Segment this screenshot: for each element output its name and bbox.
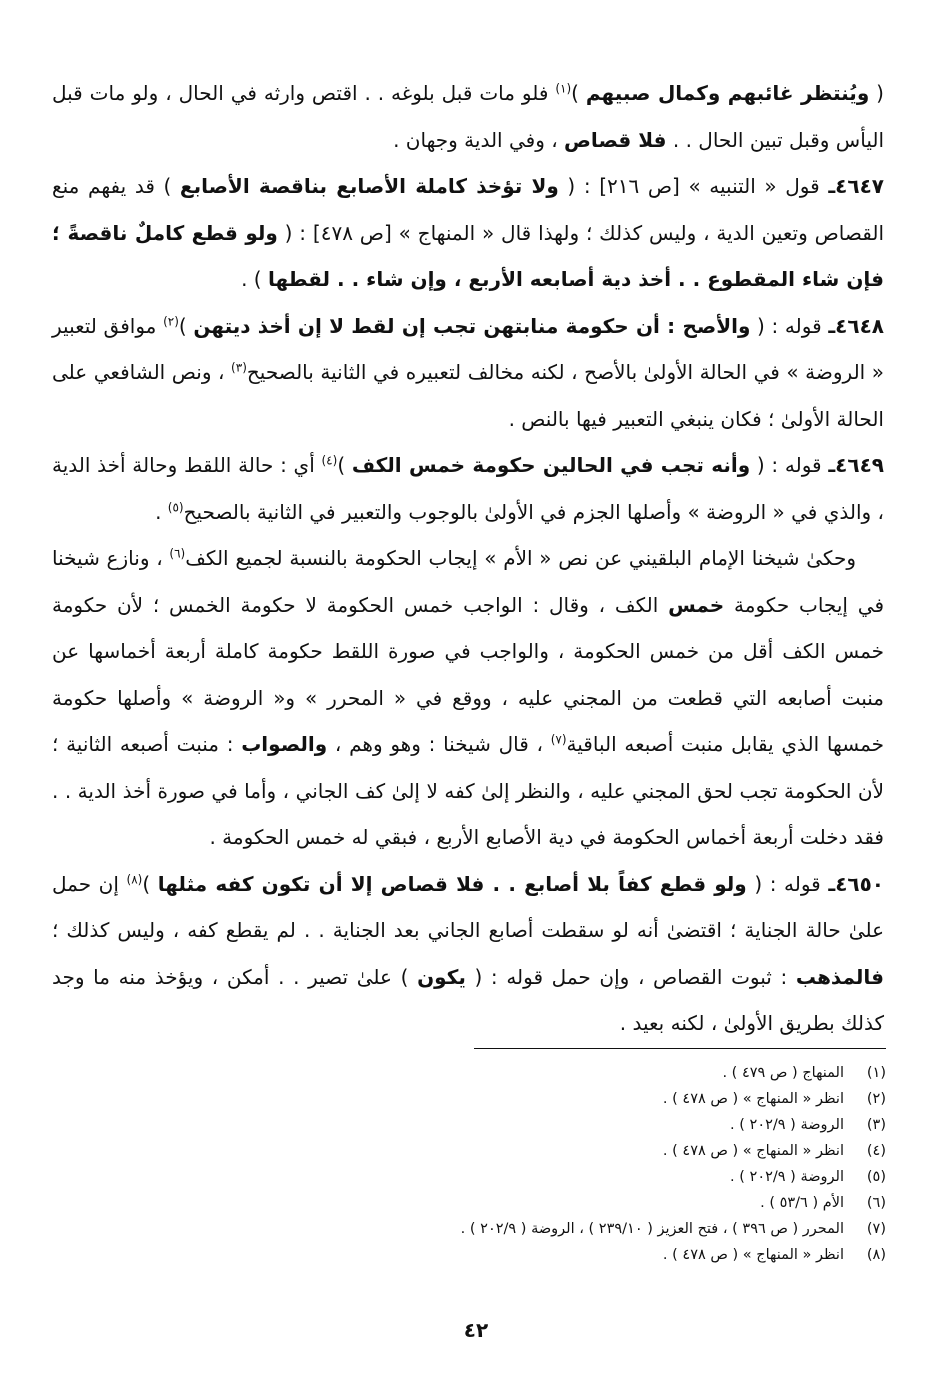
- footnote-reference: (٧): [550, 732, 567, 747]
- footnote-text: انظر « المنهاج » ( ص ٤٧٨ ) .: [662, 1143, 844, 1159]
- paragraph-continuation: [52, 70, 884, 163]
- text-run: ): [571, 81, 586, 105]
- paragraph-4648: [52, 303, 884, 443]
- footnote-separator: [474, 1048, 886, 1049]
- footnote: [186, 1216, 886, 1242]
- quoted-text: ولا تؤخذ كاملة الأصابع بناقصة الأصابع: [179, 174, 559, 198]
- text-run: : منبت أصبعه الثانية ؛ لأن الحكومة تجب لحق المجني عليه ، والنظر إلىٰ كفه لا إلىٰ كف الجاني ، وأما في صورة أخذ الدية . . فقد دخلت أربعة أخماس الحكومة في دية الأصابع الأربع ، فبقي له خمس الحكومة .: [52, 732, 884, 849]
- issue-number: ٤٦٤٨ـ: [828, 313, 884, 338]
- text-run: الكف ، وقال : الواجب خمس الحكومة لا حكومة الخمس ؛ لأن حكومة خمس الكف أقل من خمس الحكومة ، والواجب في صورة اللقط حكومة كاملة أربعة أخماسها عن منبت أصابعه التي قطعت من المجني عليه ، ووقع في « المحرر » و« الروضة » وأصلها حكومة خمسها الذي يقابل منبت أصبعه الباقية: [52, 592, 885, 756]
- footnote: [186, 1138, 886, 1164]
- text-run: إن حمل علىٰ حالة الجناية ؛ اقتضىٰ أنه لو سقطت أصابع الجاني بعد الجناية . . لم يقطع كفه ، وليس كذلك ؛: [52, 871, 884, 942]
- text-run: ): [142, 871, 158, 896]
- footnote-reference: (٨): [126, 871, 143, 886]
- text-run: فلو مات قبل بلوغه . . اقتص وارثه في الحال ، ولو مات قبل اليأس وقبل تبين الحال . .: [52, 81, 884, 152]
- footnote: [186, 1242, 886, 1268]
- issue-number: ٤٦٥٠ـ: [828, 871, 885, 896]
- footnote-number: (١): [866, 1065, 886, 1081]
- text-run: ) .: [241, 267, 268, 291]
- paragraph-4649-continued: [52, 535, 884, 861]
- text-run: ، قال شيخنا : وهو وهم ،: [327, 732, 551, 756]
- footnote-text: الروضة ( ٢٠٢/٩ ) .: [730, 1117, 844, 1133]
- text-run: ، ونازع شيخنا في إيجاب حكومة: [52, 546, 885, 617]
- footnote-text: انظر « المنهاج » ( ص ٤٧٨ ) .: [662, 1247, 844, 1263]
- issue-number: ٤٦٤٧ـ: [828, 174, 884, 198]
- footnote: [186, 1190, 886, 1216]
- footnote-number: (٧): [866, 1221, 886, 1237]
- text-run: : ثبوت القصاص ، وإن حمل قوله : (: [465, 964, 796, 989]
- text-run: (: [869, 81, 884, 105]
- quoted-text: يكون: [417, 964, 466, 989]
- quoted-text: والأصح : أن حكومة منابتهن تجب إن لقط لا إن أخذ ديتهن: [193, 313, 751, 338]
- footnote-text: المحرر ( ص ٣٩٦ ) ، فتح العزيز ( ٢٣٩/١٠ ) ، الروضة ( ٢٠٢/٩ ) .: [460, 1221, 844, 1237]
- quoted-text: فلا قصاص: [564, 127, 667, 152]
- footnote-number: (٢): [866, 1091, 886, 1107]
- text-run: قول « التنبيه » [ص ٢١٦] : (: [558, 174, 829, 198]
- footnote-number: (٨): [866, 1247, 886, 1263]
- footnote-reference: (٤): [321, 453, 338, 468]
- paragraph-4650: [52, 861, 884, 1047]
- footnote-reference: (٣): [231, 360, 247, 375]
- footnote-text: الروضة ( ٢٠٢/٩ ) .: [730, 1169, 844, 1185]
- footnote-number: (٤): [866, 1143, 886, 1159]
- text-run: قوله : (: [746, 871, 829, 896]
- quoted-text: خمس: [668, 592, 725, 617]
- page-number: ٤٢: [463, 1318, 489, 1342]
- quoted-text: والصواب: [241, 732, 328, 756]
- text-run: أي : حالة اللقط وحالة أخذ الدية ، والذي في « الروضة » وأصلها الجزم في الأولىٰ بالوجوب والتعبير في الثانية بالصحيح: [52, 453, 884, 524]
- text-run: ) علىٰ تصير . . أمكن ، ويؤخذ منه ما وجد كذلك بطريق الأولىٰ ، لكنه بعيد .: [52, 964, 884, 1035]
- text-run: ، ونص الشافعي على الحالة الأولىٰ ؛ فكان ينبغي التعبير فيها بالنص .: [52, 360, 884, 431]
- footnote-text: المنهاج ( ص ٤٧٩ ) .: [722, 1065, 844, 1081]
- footnote-number: (٦): [866, 1195, 886, 1211]
- footnote-text: الأم ( ٥٣/٦ ) .: [760, 1195, 844, 1211]
- footnotes: [186, 1060, 886, 1268]
- main-text: [52, 70, 884, 1047]
- quoted-text: ولو قطع كفاً بلا أصابع . . فلا قصاص إلا أن تكون كفه مثلها: [157, 871, 747, 896]
- footnote: [186, 1112, 886, 1138]
- footnote-text: انظر « المنهاج » ( ص ٤٧٨ ) .: [662, 1091, 844, 1107]
- text-run: ): [337, 453, 352, 477]
- paragraph-4647: [52, 163, 884, 303]
- issue-number: ٤٦٤٩ـ: [828, 453, 884, 477]
- quoted-text: فالمذهب: [795, 964, 885, 989]
- text-run: ، وفي الدية وجهان .: [393, 127, 565, 152]
- footnote: [186, 1060, 886, 1086]
- text-run: قوله : (: [750, 453, 829, 477]
- footnote: [186, 1164, 886, 1190]
- text-run: ) قد يفهم منع القصاص وتعين الدية ، وليس كذلك ؛ ولهذا قال « المنهاج » [ص ٤٧٨] : (: [52, 174, 884, 245]
- text-run: .: [155, 499, 168, 524]
- quoted-text: ويُنتظر غائبهم وكمال صبيهم: [585, 81, 870, 105]
- footnote-reference: (٥): [167, 499, 184, 514]
- footnote-number: (٣): [866, 1117, 886, 1133]
- footnote-number: (٥): [866, 1169, 886, 1185]
- footnote-reference: (٦): [169, 546, 186, 561]
- quoted-text: وأنه تجب في الحالين حكومة خمس الكف: [351, 453, 751, 477]
- footnote: [186, 1086, 886, 1112]
- footnote-reference: (١): [555, 81, 572, 96]
- paragraph-4649: [52, 442, 884, 535]
- text-run: ): [178, 313, 194, 338]
- text-run: قوله : (: [750, 313, 829, 338]
- text-run: وحكىٰ شيخنا الإمام البلقيني عن نص « الأم » إيجاب الحكومة بالنسبة لجميع الكف: [185, 546, 856, 570]
- quoted-text: ولو قطع كاملٌ ناقصةً ؛ فإن شاء المقطوع . . أخذ دية أصابعه الأربع ، وإن شاء . . لقطها: [52, 220, 884, 291]
- text-run: موافق لتعبير « الروضة » في الحالة الأولىٰ بالأصح ، لكنه مخالف لتعبيره في الثانية بالصحيح: [52, 313, 884, 384]
- footnote-reference: (٢): [163, 313, 179, 328]
